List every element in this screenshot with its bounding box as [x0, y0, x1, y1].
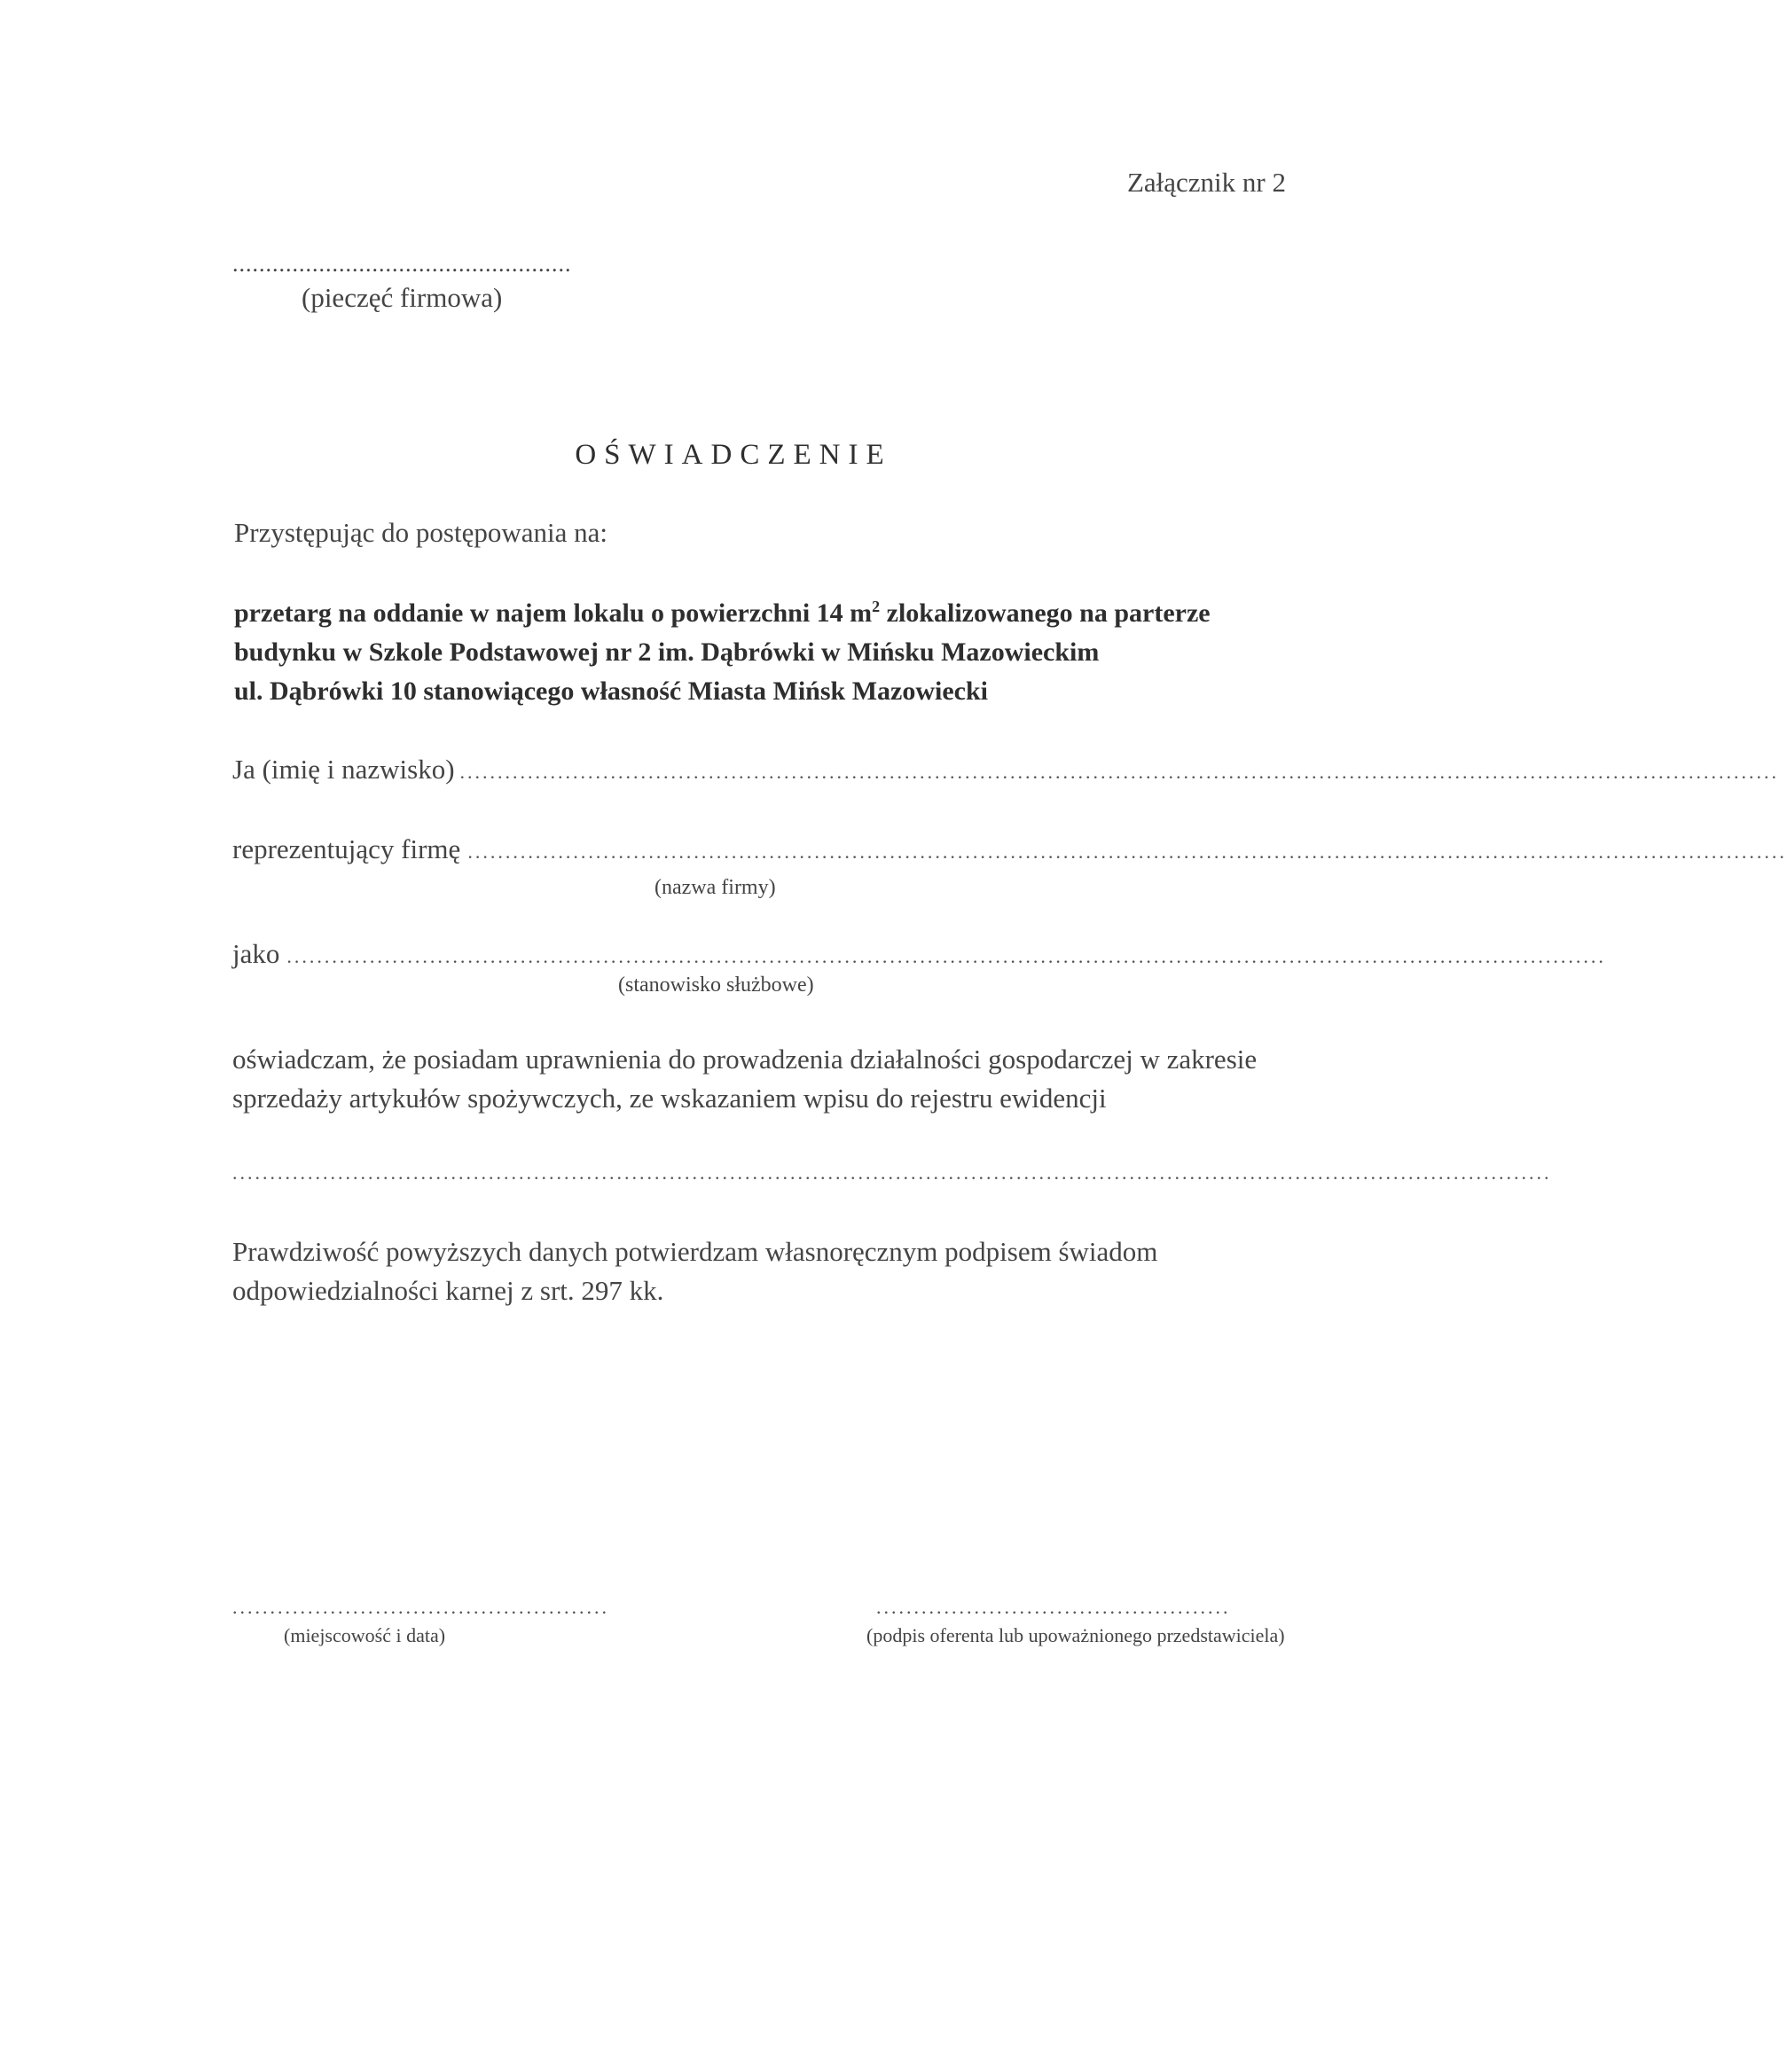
signature-label: (podpis oferenta lub upoważnionego przedstawiciela) — [866, 1624, 1285, 1646]
document-title: OŚWIADCZENIE — [575, 439, 892, 471]
name-field-label: Ja (imię i nazwisko) — [232, 754, 455, 785]
truth-statement-line-1: Prawdziwość powyższych danych potwierdzam własnoręcznym podpisem świadom — [232, 1236, 1158, 1267]
signature-field[interactable]: ............................................... — [876, 1596, 1231, 1618]
intro-text: Przystępując do postępowania na: — [234, 517, 607, 548]
truth-statement-line-2: odpowiedzialności karnej z srt. 297 kk. — [232, 1275, 664, 1306]
position-field-sublabel: (stanowisko służbowe) — [618, 973, 814, 997]
firm-field-sublabel: (nazwa firmy) — [654, 876, 776, 899]
firm-field-row — [232, 833, 1787, 865]
annex-number: Załącznik nr 2 — [1126, 167, 1286, 198]
tender-subject-line-2: budynku w Szkole Podstawowej nr 2 im. Dąbrówki w Mińsku Mazowieckim — [234, 637, 1100, 667]
name-field-input[interactable]: ............................................................................................................................................................................... — [459, 761, 1780, 783]
registry-entry-field[interactable]: ............................................................................................................................................................................... — [232, 1161, 1552, 1184]
company-stamp-label: (pieczęć firmowa) — [302, 282, 503, 313]
name-field-row — [232, 754, 1780, 786]
firm-field-label: reprezentujący firmę — [232, 833, 461, 864]
truth-statement — [232, 1232, 1157, 1310]
tender-subject — [234, 594, 1211, 711]
position-field-input[interactable]: ............................................................................................................................................................................... — [286, 945, 1606, 967]
place-date-label: (miejscowość i data) — [284, 1624, 446, 1646]
tender-subject-line-1: przetarg na oddanie w najem lokalu o powierzchni 14 $m^2$ zlokalizowanego na parterze — [234, 598, 1211, 628]
declaration-line-1: oświadczam, że posiadam uprawnienia do prowadzenia działalności gospodarczej w zakresie — [232, 1044, 1258, 1075]
position-field-label: jako — [232, 938, 280, 969]
position-field-row — [232, 938, 1606, 970]
company-stamp-field: ................................................... — [232, 251, 572, 277]
declaration-line-2: sprzedaży artykułów spożywczych, ze wskazaniem wpisu do rejestru ewidencji — [232, 1083, 1107, 1114]
declaration-text — [232, 1040, 1257, 1118]
tender-subject-line-3: ul. Dąbrówki 10 stanowiącego własność Miasta Mińsk Mazowiecki — [234, 676, 988, 706]
firm-field-input[interactable]: ............................................................................................................................................................................... — [467, 841, 1787, 863]
place-date-field[interactable]: .................................................. — [232, 1596, 609, 1618]
